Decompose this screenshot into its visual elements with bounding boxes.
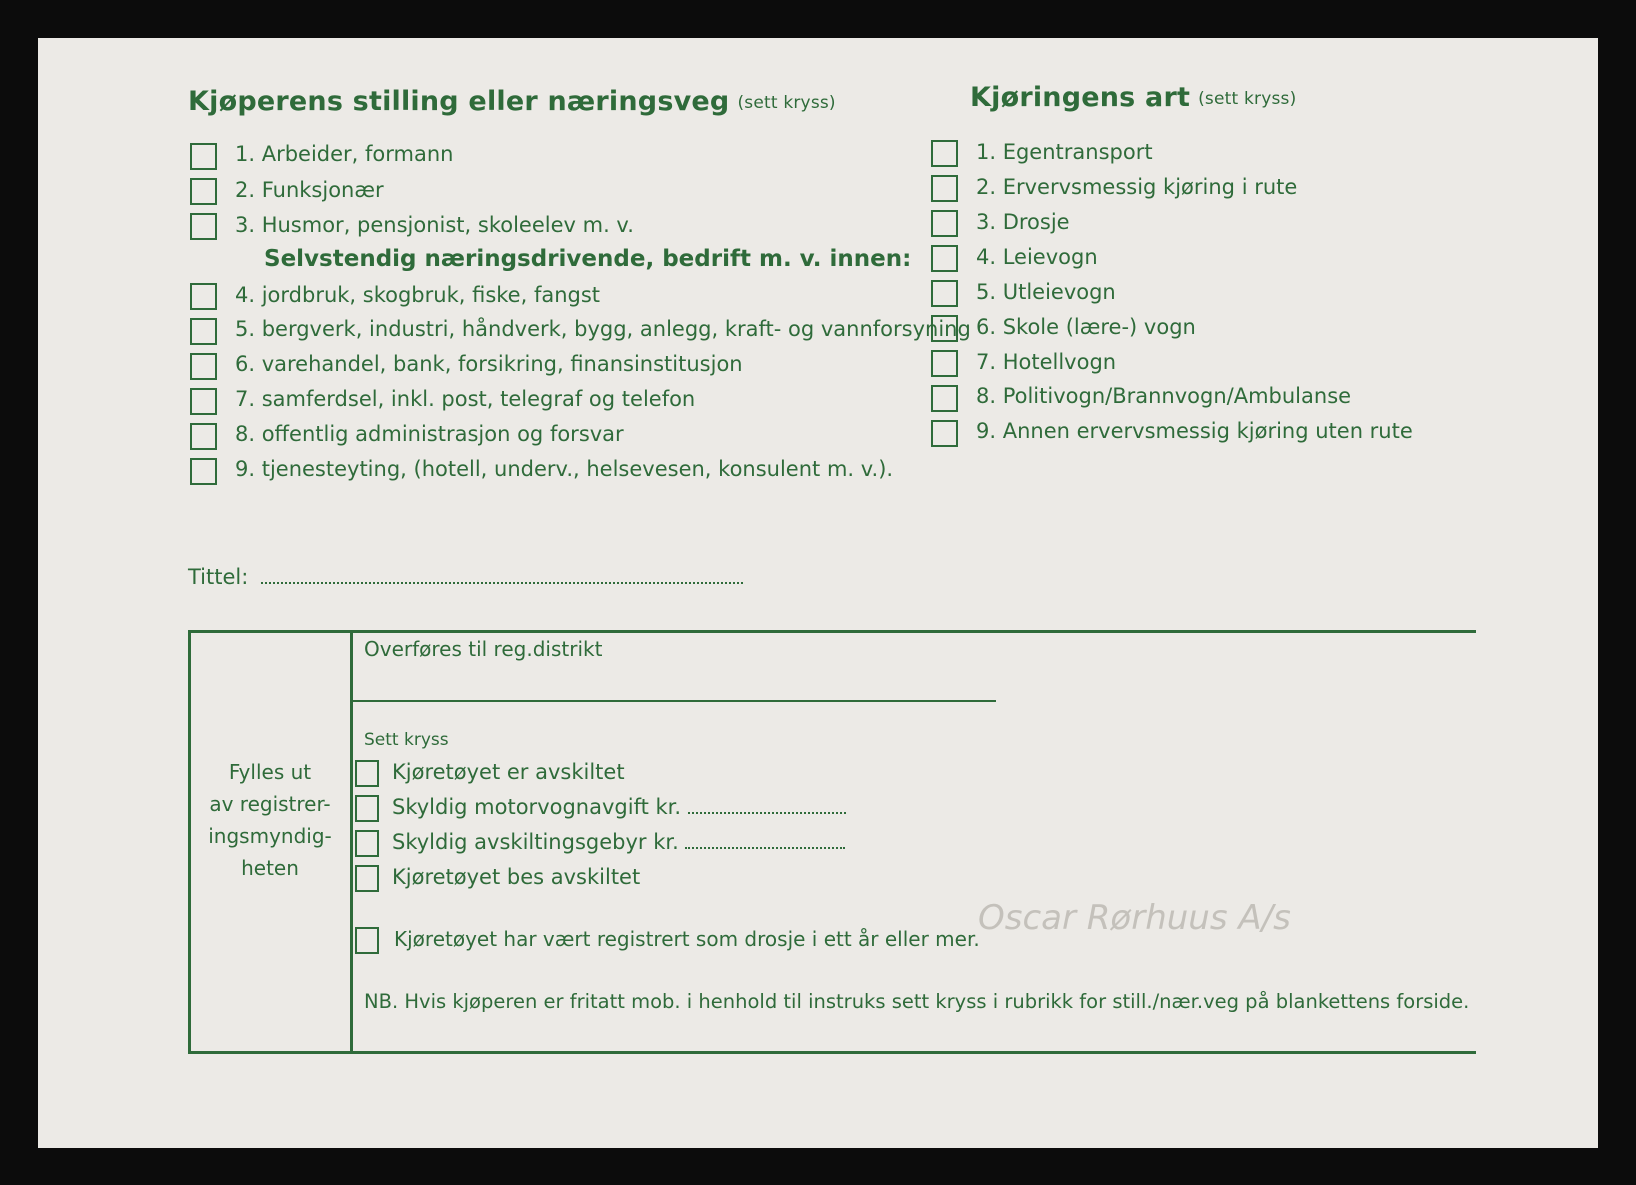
check-avskiltet-label: Kjøretøyet er avskiltet: [392, 760, 625, 784]
sett-kryss-label: Sett kryss: [364, 730, 449, 750]
checkbox-occupation-2[interactable]: [190, 178, 217, 205]
checkbox-driving-6[interactable]: [931, 315, 958, 342]
checkbox-avskiltet[interactable]: [355, 760, 379, 787]
side-label-line-2: av registrer-: [209, 792, 331, 816]
checkbox-driving-5[interactable]: [931, 280, 958, 307]
motorvognavgift-amount-field[interactable]: [688, 798, 846, 814]
tittel-label: Tittel:: [188, 565, 249, 589]
occupation-item-9: 9. tjenesteyting, (hotell, underv., helsevesen, konsulent m. v.).: [235, 457, 894, 481]
check-bes-avskiltet-label: Kjøretøyet bes avskiltet: [392, 865, 641, 889]
bottom-box-bottom-border: [188, 1051, 1476, 1054]
checkbox-driving-4[interactable]: [931, 245, 958, 272]
side-label: [193, 756, 347, 884]
side-label-line-4: heten: [241, 856, 299, 880]
transfer-label: Overføres til reg.distrikt: [364, 637, 603, 661]
right-section-title: [970, 82, 1296, 113]
occupation-item-6: 6. varehandel, bank, forsikring, finansinstitusjon: [235, 352, 743, 376]
checkbox-drosje[interactable]: [355, 927, 379, 954]
side-label-line-1: Fylles ut: [228, 760, 312, 784]
checkbox-driving-8[interactable]: [931, 385, 958, 412]
check-avskiltingsgebyr-label: Skyldig avskiltingsgebyr kr.: [392, 830, 679, 854]
checkbox-occupation-3[interactable]: [190, 213, 217, 240]
right-title-text: Kjøringens art: [970, 82, 1191, 113]
checkbox-avskiltingsgebyr[interactable]: [355, 830, 379, 857]
self-employed-subheading: Selvstendig næringsdrivende, bedrift m. v. innen:: [264, 246, 912, 272]
occupation-item-1: 1. Arbeider, formann: [235, 142, 454, 166]
checkbox-bes-avskiltet[interactable]: [355, 865, 379, 892]
bottom-box-top-border: [188, 630, 1476, 633]
occupation-item-3: 3. Husmor, pensjonist, skoleelev m. v.: [235, 213, 634, 237]
checkbox-occupation-8[interactable]: [190, 423, 217, 450]
driving-item-8: 8. Politivogn/Brannvogn/Ambulanse: [976, 384, 1352, 408]
checkbox-occupation-5[interactable]: [190, 318, 217, 345]
bottom-box-divider: [350, 630, 353, 1054]
checkbox-occupation-9[interactable]: [190, 458, 217, 485]
driving-item-3: 3. Drosje: [976, 210, 1070, 234]
transfer-underline: [350, 700, 996, 702]
driving-item-5: 5. Utleievogn: [976, 280, 1116, 304]
check-motorvognavgift-row: [392, 795, 846, 819]
left-title-text: Kjøperens stilling eller næringsveg: [188, 86, 730, 117]
occupation-item-5: 5. bergverk, industri, håndverk, bygg, anlegg, kraft- og vannforsyning: [235, 317, 971, 341]
checkbox-motorvognavgift[interactable]: [355, 795, 379, 822]
check-motorvognavgift-label: Skyldig motorvognavgift kr.: [392, 795, 682, 819]
driving-item-2: 2. Ervervsmessig kjøring i rute: [976, 175, 1298, 199]
bottom-box-left-border: [188, 630, 191, 1054]
check-drosje-label: Kjøretøyet har vært registrert som drosje i ett år eller mer.: [394, 927, 980, 951]
left-title-hint: (sett kryss): [737, 92, 836, 113]
side-label-line-3: ingsmyndig-: [208, 824, 332, 848]
driving-item-1: 1. Egentransport: [976, 140, 1153, 164]
left-section-title: [188, 86, 836, 117]
driving-item-6: 6. Skole (lære-) vogn: [976, 315, 1196, 339]
checkbox-driving-3[interactable]: [931, 210, 958, 237]
check-avskiltingsgebyr-row: [392, 830, 845, 854]
avskiltingsgebyr-amount-field[interactable]: [685, 833, 845, 849]
driving-item-7: 7. Hotellvogn: [976, 350, 1117, 374]
occupation-item-8: 8. offentlig administrasjon og forsvar: [235, 422, 624, 446]
occupation-item-2: 2. Funksjonær: [235, 178, 384, 202]
checkbox-driving-7[interactable]: [931, 350, 958, 377]
checkbox-occupation-4[interactable]: [190, 283, 217, 310]
checkbox-driving-1[interactable]: [931, 140, 958, 167]
checkbox-occupation-6[interactable]: [190, 353, 217, 380]
checkbox-occupation-1[interactable]: [190, 143, 217, 170]
right-title-hint: (sett kryss): [1198, 88, 1297, 109]
tittel-row: [188, 564, 743, 589]
checkbox-driving-2[interactable]: [931, 175, 958, 202]
checkbox-driving-9[interactable]: [931, 420, 958, 447]
occupation-item-7: 7. samferdsel, inkl. post, telegraf og telefon: [235, 387, 696, 411]
bleed-through-text: Oscar Rørhuus A/s: [978, 898, 1291, 938]
driving-item-9: 9. Annen ervervsmessig kjøring uten rute: [976, 419, 1413, 443]
nb-note: NB. Hvis kjøperen er fritatt mob. i henhold til instruks sett kryss i rubrikk for still./nær.veg på blankettens forside.: [364, 990, 1470, 1013]
checkbox-occupation-7[interactable]: [190, 388, 217, 415]
form-sheet: [38, 38, 1598, 1148]
driving-item-4: 4. Leievogn: [976, 245, 1098, 269]
occupation-item-4: 4. jordbruk, skogbruk, fiske, fangst: [235, 283, 601, 307]
tittel-field[interactable]: [261, 564, 743, 584]
